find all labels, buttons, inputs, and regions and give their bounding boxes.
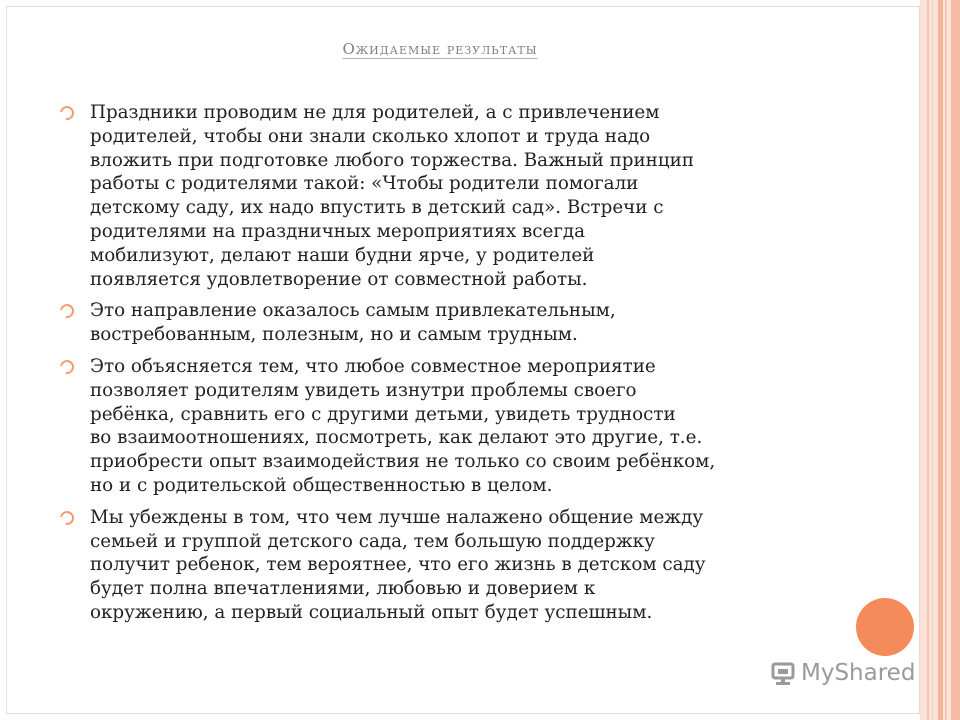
decorative-circle <box>856 598 914 656</box>
side-stripe <box>945 0 947 720</box>
bullet-marker-icon <box>57 508 76 527</box>
side-stripe <box>938 0 943 720</box>
bullet-item <box>60 506 840 625</box>
bullet-marker-icon <box>57 357 76 376</box>
side-stripe <box>927 0 929 720</box>
bullet-text: Это направление оказалось самым привлекательным, востребованным, полезным, но и самым трудным. <box>90 300 616 346</box>
myshared-logo-icon <box>770 660 798 686</box>
bullet-item <box>60 101 840 291</box>
bullet-list <box>60 101 840 633</box>
slide-title: Ожидаемые результаты <box>342 40 538 58</box>
bullet-item <box>60 355 840 498</box>
watermark-text: MyShared <box>801 660 916 686</box>
bullet-text: Праздники проводим не для родителей, а с привлечением родителей, чтобы они знали сколько хлопот и труда надо вложить при подготовке любого торжества. Важный принцип работы с родителями такой: «Чтобы родители помогали детскому саду, их надо впустить в детский сад». Встречи с родителями на праздничных мероприятиях всегда мобилизуют, делают наши будни ярче, у родителей появляется удовлетворение от совместной работы. <box>90 102 694 290</box>
side-stripe <box>951 0 960 720</box>
bullet-text: Мы убеждены в том, что чем лучше налажено общение между семьей и группой детского сада, тем большую поддержку получит ребенок, тем вероятнее, что его жизнь в детском саду будет полна впечатлениями, любовью и доверием к окружению, а первый социальный опыт будет успешным. <box>90 506 706 623</box>
bullet-item <box>60 299 840 347</box>
bullet-marker-icon <box>57 103 76 122</box>
bullet-text: Это объясняется тем, что любое совместное мероприятие позволяет родителям увидеть изнутри проблемы своего ребёнка, сравнить его с другими детьми, увидеть трудности во взаимоотношениях, посмотреть, как делают это другие, т.е. приобрести опыт взаимодействия не только со своим ребёнком, но и с родительской общественностью в целом. <box>90 355 716 496</box>
side-stripe <box>932 0 933 720</box>
bullet-marker-icon <box>57 302 76 321</box>
myshared-watermark <box>770 655 915 691</box>
